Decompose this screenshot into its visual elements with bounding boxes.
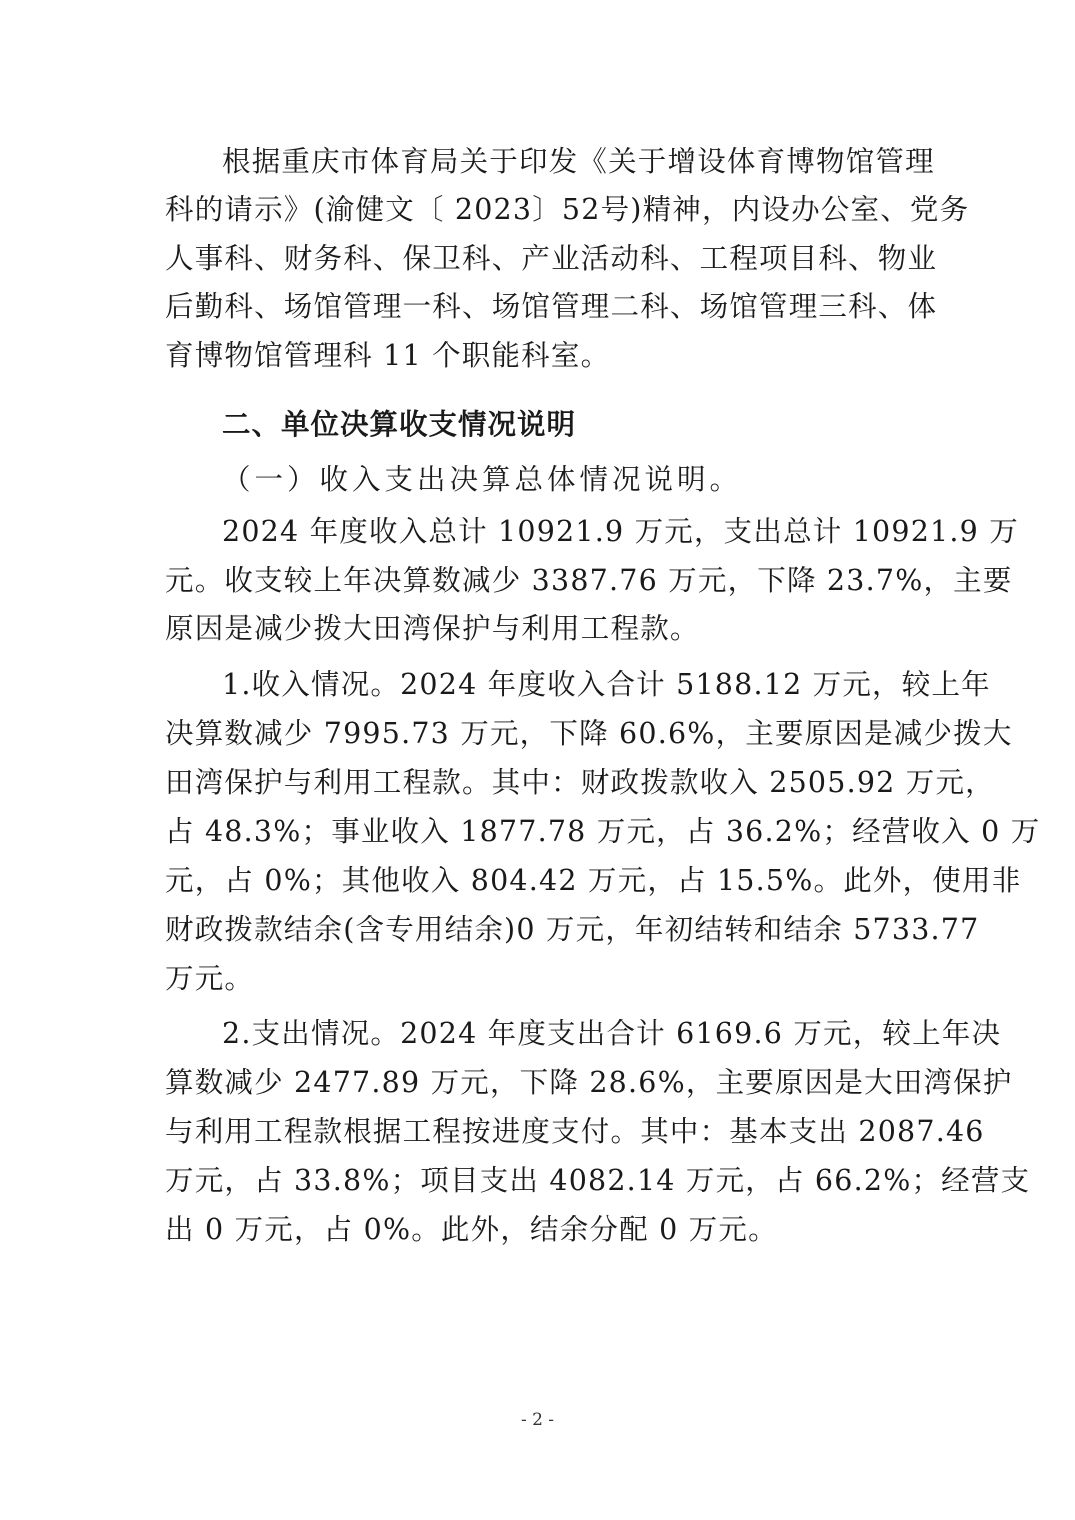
body-text-line: 与利用工程款根据工程按进度支付。其中：基本支出 2087.46 — [165, 1115, 985, 1148]
body-text-line: 1.收入情况。2024 年度收入合计 5188.12 万元，较上年 — [222, 668, 991, 701]
body-text-line: 原因是减少拨大田湾保护与利用工程款。 — [165, 612, 700, 645]
body-text-line: 元，占 0%；其他收入 804.42 万元，占 15.5%。此外，使用非 — [165, 864, 1022, 897]
body-text-line: 占 48.3%；事业收入 1877.78 万元，占 36.2%；经营收入 0 万 — [165, 815, 1041, 848]
body-text-line: 决算数减少 7995.73 万元，下降 60.6%，主要原因是减少拨大 — [165, 717, 1013, 750]
subsection-heading: （一）收入支出决算总体情况说明。 — [222, 463, 743, 496]
page-number: - 2 - — [520, 1410, 555, 1430]
body-text-line: 2.支出情况。2024 年度支出合计 6169.6 万元，较上年决 — [222, 1017, 1002, 1050]
body-text-line: 出 0 万元，占 0%。此外，结余分配 0 万元。 — [165, 1213, 778, 1246]
body-text-line: 2024 年度收入总计 10921.9 万元，支出总计 10921.9 万 — [222, 515, 1019, 548]
body-text-line: 财政拨款结余(含专用结余)0 万元，年初结转和结余 5733.77 — [165, 913, 980, 946]
section-heading: 二、单位决算收支情况说明 — [222, 408, 577, 441]
body-text-line: 育博物馆管理科 11 个职能科室。 — [165, 339, 611, 372]
body-text-line: 算数减少 2477.89 万元，下降 28.6%，主要原因是大田湾保护 — [165, 1066, 1013, 1099]
body-text-line: 万元，占 33.8%；项目支出 4082.14 万元，占 66.2%；经营支 — [165, 1164, 1031, 1197]
body-text-line: 元。收支较上年决算数减少 3387.76 万元，下降 23.7%，主要 — [165, 564, 1013, 597]
body-text-line: 万元。 — [165, 962, 255, 995]
body-text-line: 田湾保护与利用工程款。其中：财政拨款收入 2505.92 万元， — [165, 766, 995, 799]
body-text-line: 人事科、财务科、保卫科、产业活动科、工程项目科、物业 — [165, 242, 938, 275]
body-text-line: 根据重庆市体育局关于印发《关于增设体育博物馆管理 — [222, 145, 935, 178]
body-text-line: 后勤科、场馆管理一科、场馆管理二科、场馆管理三科、体 — [165, 290, 938, 323]
body-text-line: 科的请示》(渝健文〔 2023〕52号)精神，内设办公室、党务 — [165, 193, 970, 226]
